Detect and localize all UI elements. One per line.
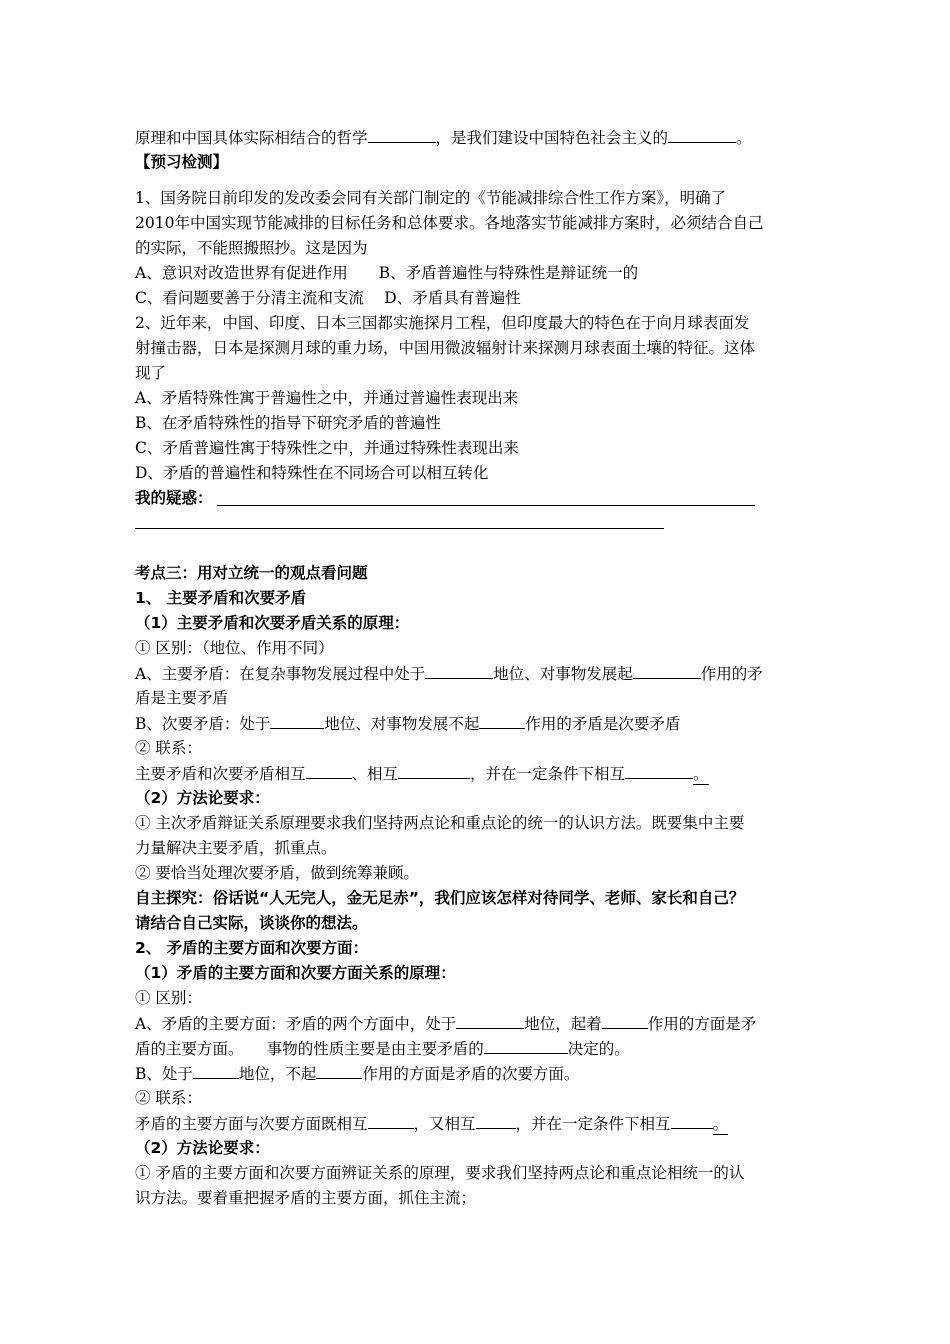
kp3-title: 考点三：用对立统一的观点看问题 bbox=[135, 564, 368, 582]
s2-method-1a: ① 矛盾的主要方面和次要方面辨证关系的原理，要求我们坚持两点论和重点论相统一的认 bbox=[135, 1164, 745, 1182]
blank bbox=[425, 663, 493, 679]
s2-method-heading: （2）方法论要求： bbox=[135, 1139, 270, 1157]
blank bbox=[368, 127, 436, 143]
intro-text-3: 。 bbox=[736, 129, 752, 147]
blank bbox=[479, 713, 525, 729]
intro-line bbox=[135, 127, 752, 148]
q1-line-3: 的实际，不能照搬照抄。这是因为 bbox=[135, 239, 368, 257]
s2-link: ② 联系： bbox=[135, 1089, 202, 1107]
q1-line-1: 1、国务院日前印发的发改委会同有关部门制定的《节能减排综合性工作方案》，明确了 bbox=[135, 189, 727, 207]
q2-option-a: A、矛盾特殊性寓于普遍性之中，并通过普遍性表现出来 bbox=[135, 389, 519, 407]
s1-difference: ① 区别：（地位、作用不同） bbox=[135, 639, 334, 657]
intro-text-2: ，是我们建设中国特色社会主义的 bbox=[435, 129, 669, 147]
s1-method-1a: ① 主次矛盾辩证关系原理要求我们坚持两点论和重点论的统一的认识方法。既要集中主要 bbox=[135, 814, 745, 832]
explore-line-1: 自主探究：俗话说“人无完人，金无足赤”，我们应该怎样对待同学、老师、家长和自己？ bbox=[135, 889, 745, 907]
s1-principle-heading: （1）主要矛盾和次要矛盾关系的原理： bbox=[135, 614, 410, 632]
blank bbox=[484, 1038, 568, 1054]
q2-line-2: 射撞击器，日本是探测月球的重力场，中国用微波辐射计来探测月球表面土壤的特征。这体 bbox=[135, 339, 756, 357]
blank bbox=[602, 1013, 648, 1029]
s1-method-heading: （2）方法论要求： bbox=[135, 789, 270, 807]
q1-line-2: 2010年中国实现节能减排的目标任务和总体要求。各地落实节能减排方案时，必须结合自己 bbox=[135, 214, 764, 232]
preview-heading: 【预习检测】 bbox=[135, 153, 229, 171]
q2-line-3: 现了 bbox=[135, 364, 167, 382]
s2-difference: ① 区别： bbox=[135, 989, 202, 1007]
s1-method-1b: 力量解决主要矛盾，抓重点。 bbox=[135, 839, 337, 857]
blank bbox=[671, 1113, 713, 1129]
blank bbox=[193, 1063, 239, 1079]
s2-relation-line: 矛盾的主要方面与次要方面既相互 ，又相互 ，并在一定条件下相互 。 bbox=[135, 1115, 729, 1133]
s2-title: 2、 矛盾的主要方面和次要方面： bbox=[135, 939, 369, 957]
explore-line-2: 请结合自己实际，谈谈你的想法。 bbox=[135, 914, 368, 932]
doubt-label: 我的疑惑： bbox=[135, 489, 213, 507]
blank bbox=[456, 1013, 524, 1029]
q2-option-d: D、矛盾的普遍性和特殊性在不同场合可以相互转化 bbox=[135, 464, 489, 482]
blank bbox=[316, 1063, 362, 1079]
s1-title: 1、 主要矛盾和次要矛盾 bbox=[135, 589, 307, 607]
blank bbox=[306, 763, 352, 779]
blank bbox=[625, 763, 693, 779]
s2-a-line-2: 盾的主要方面。 事物的性质主要是由主要矛盾的 决定的。 bbox=[135, 1040, 630, 1058]
blank bbox=[476, 1113, 516, 1129]
s2-a-line: A、矛盾的主要方面：矛盾的两个方面中，处于 地位，起着 作用的方面是矛 bbox=[135, 1015, 757, 1033]
q2-option-c: C、矛盾普遍性寓于特殊性之中，并通过特殊性表现出来 bbox=[135, 439, 519, 457]
intro-text-1: 原理和中国具体实际相结合的哲学 bbox=[135, 129, 368, 147]
blank bbox=[668, 127, 736, 143]
period: 。 bbox=[712, 1115, 729, 1133]
s1-a-line-2: 盾是主要矛盾 bbox=[135, 689, 229, 707]
s1-link: ② 联系： bbox=[135, 739, 202, 757]
period: 。 bbox=[693, 765, 709, 783]
s2-method-1b: 识方法。要着重把握矛盾的主要方面，抓住主流； bbox=[135, 1189, 477, 1207]
q2-line-1: 2、近年来，中国、印度、日本三国都实施探月工程，但印度最大的特色在于向月球表面发 bbox=[135, 314, 750, 332]
s2-b-line: B、处于 地位，不起 作用的方面是矛盾的次要方面。 bbox=[135, 1065, 580, 1083]
q2-option-b: B、在矛盾特殊性的指导下研究矛盾的普遍性 bbox=[135, 414, 441, 432]
blank bbox=[368, 1113, 414, 1129]
q1-options-ab: A、意识对改造世界有促进作用 B、矛盾普遍性与特殊性是辩证统一的 bbox=[135, 264, 639, 282]
s1-b-line: B、次要矛盾：处于 地位、对事物发展不起 作用的矛盾是次要矛盾 bbox=[135, 715, 681, 733]
s1-a-line: A、主要矛盾：在复杂事物发展过程中处于 地位、对事物发展起 作用的矛 bbox=[135, 665, 763, 683]
blank bbox=[270, 713, 324, 729]
q1-options-cd: C、看问题要善于分清主流和支流 D、矛盾具有普遍性 bbox=[135, 289, 521, 307]
doubt-answer-line-1 bbox=[217, 505, 755, 506]
s1-method-2: ② 要恰当处理次要矛盾，做到统筹兼顾。 bbox=[135, 864, 419, 882]
blank bbox=[398, 763, 470, 779]
s2-principle-heading: （1）矛盾的主要方面和次要方面关系的原理： bbox=[135, 964, 456, 982]
blank bbox=[633, 663, 701, 679]
doubt-answer-line-2 bbox=[135, 528, 664, 529]
s1-relation-line: 主要矛盾和次要矛盾相互 、相互 ，并在一定条件下相互 。 bbox=[135, 765, 709, 783]
